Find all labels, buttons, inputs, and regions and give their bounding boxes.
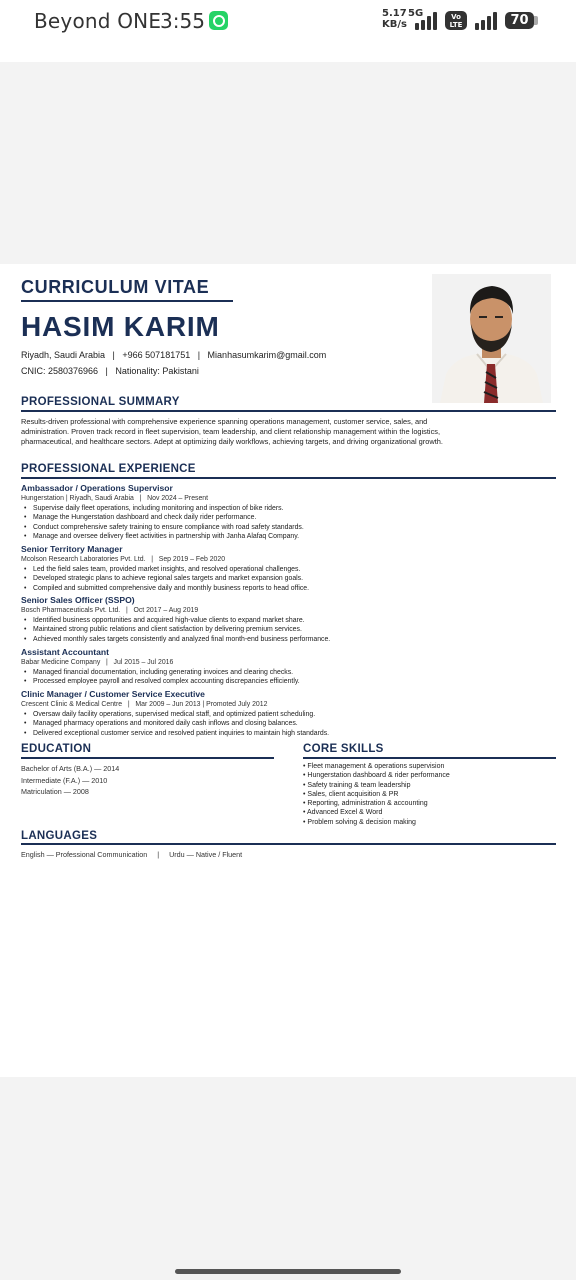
viewer-background-top [0, 62, 576, 264]
id-line: CNIC: 2580376966 | Nationality: Pakistani [21, 366, 199, 376]
net-speed-unit: KB/s [382, 19, 407, 30]
list-item: • Conduct comprehensive safety training to ensure compliance with road safety standards. [21, 523, 551, 532]
job-meta: Bosch Pharmaceuticals Pvt. Ltd. | Oct 2017 – Aug 2019 [21, 607, 199, 614]
list-item: • Sales, client acquisition & PR [303, 790, 399, 798]
job-entry [21, 483, 551, 541]
education-title: EDUCATION [21, 743, 92, 755]
net-speed-value: 5.17 [382, 8, 407, 19]
job-bullets [21, 668, 551, 687]
job-bullets [21, 504, 551, 541]
education-rule [21, 757, 274, 759]
list-item: • Compiled and submitted comprehensive daily and monthly business reports to head office. [21, 584, 551, 593]
experience-rule [21, 477, 556, 479]
skills-title: CORE SKILLS [303, 743, 384, 755]
job-title: Senior Territory Manager [21, 544, 123, 554]
signal-bars-icon [415, 12, 437, 30]
list-item: • Manage and oversee delivery fleet activities in partnership with Janha Alafaq Company. [21, 532, 551, 541]
job-bullets [21, 710, 551, 738]
job-title: Senior Sales Officer (SSPO) [21, 595, 135, 605]
list-item: • Identified business opportunities and acquired high-value clients to expand market share. [21, 616, 551, 625]
volte-icon [445, 11, 467, 30]
job-title: Clinic Manager / Customer Service Executive [21, 689, 205, 699]
job-title: Assistant Accountant [21, 647, 110, 657]
list-item: • Managed financial documentation, including generating invoices and clearing checks. [21, 668, 551, 677]
cv-heading: CURRICULUM VITAE [21, 277, 210, 297]
job-entry [21, 595, 551, 644]
profile-photo [432, 274, 551, 403]
job-bullets [21, 616, 551, 644]
list-item: • Delivered exceptional customer service and resolved patient inquiries to maintain high standards. [21, 729, 551, 738]
list-item: • Supervise daily fleet operations, including monitoring and inspection of bike riders. [21, 504, 551, 513]
signal-bars-icon [475, 12, 497, 30]
job-meta: Crescent Clinic & Medical Centre | Mar 2009 – Jun 2013 | Promoted July 2012 [21, 701, 268, 708]
list-item: • Developed strategic plans to achieve regional sales targets and market expansion goals. [21, 574, 551, 583]
list-item: • Reporting, administration & accounting [303, 800, 428, 808]
list-item: • Safety training & team leadership [303, 781, 411, 789]
job-bullets [21, 565, 551, 593]
skills-list [303, 762, 450, 827]
viewer-background-bottom [0, 1077, 576, 1280]
battery-tip [534, 16, 538, 25]
status-bar [0, 0, 576, 42]
summary-rule [21, 410, 556, 412]
list-item: • Hungerstation dashboard & rider performance [303, 772, 450, 780]
net-speed [382, 8, 407, 30]
list-item: • Problem solving & decision making [303, 818, 416, 826]
job-entry [21, 647, 551, 687]
job-entry [21, 689, 551, 738]
cv-page[interactable] [0, 264, 576, 1077]
summary-text: Results-driven professional with comprehensive experience spanning operations management, customer service, sales, and administration. Proven track record in fleet supervision, team leadership, and client relationship management within the logistics, pharmaceutical, and healthcare sectors. Adept at optimizing daily workflows, achieving targets, and driving organizational growth. [21, 417, 443, 446]
list-item: • Maintained strong public relations and client satisfaction by delivering premium services. [21, 625, 551, 634]
skills-rule [303, 757, 556, 759]
list-item: • Achieved monthly sales targets consistently and analyzed final month-end business performance. [21, 635, 551, 644]
network-type: 5G [408, 8, 424, 19]
battery-icon: 70 [505, 12, 534, 29]
list-item: • Led the field sales team, provided market insights, and resolved operational challenges. [21, 565, 551, 574]
job-meta: Babar Medicine Company | Jul 2015 – Jul 2016 [21, 659, 174, 666]
job-title: Ambassador / Operations Supervisor [21, 483, 173, 493]
status-time: 3:55 [160, 9, 205, 33]
list-item: • Advanced Excel & Word [303, 809, 383, 817]
list-item: • Oversaw daily facility operations, supervised medical staff, and optimized patient scheduling. [21, 710, 551, 719]
languages-rule [21, 843, 556, 845]
list-item: • Managed pharmacy operations and monitored daily cash inflows and closing balances. [21, 719, 551, 728]
list-item: • Processed employee payroll and resolved complex accounting discrepancies efficiently. [21, 677, 551, 686]
home-indicator[interactable] [175, 1269, 401, 1274]
job-entry [21, 544, 551, 593]
education-item: Matriculation — 2008 [21, 787, 89, 796]
languages-text: English — Professional Communication | Urdu — Native / Fluent [21, 850, 243, 859]
heading-underline [21, 300, 233, 302]
experience-title: PROFESSIONAL EXPERIENCE [21, 463, 196, 475]
job-meta: Hungerstation | Riyadh, Saudi Arabia | Nov 2024 – Present [21, 495, 209, 502]
list-item: • Fleet management & operations supervision [303, 763, 445, 770]
education-item: Bachelor of Arts (B.A.) — 2014 [21, 764, 120, 773]
list-item: • Manage the Hungerstation dashboard and check daily rider performance. [21, 513, 551, 522]
volte-bottom-label: LTE [449, 21, 463, 29]
contact-line: Riyadh, Saudi Arabia | +966 507181751 | Mianhasumkarim@gmail.com [21, 350, 327, 360]
volte-top-label: Vo [451, 13, 461, 21]
job-meta: Mcolson Research Laboratories Pvt. Ltd. | Sep 2019 – Feb 2020 [21, 556, 226, 563]
candidate-name: HASIM KARIM [21, 311, 220, 342]
languages-title: LANGUAGES [21, 830, 98, 842]
summary-title: PROFESSIONAL SUMMARY [21, 396, 180, 408]
carrier-name: Beyond ONE [34, 9, 162, 33]
whatsapp-icon [209, 11, 228, 30]
education-item: Intermediate (F.A.) — 2010 [21, 776, 108, 785]
